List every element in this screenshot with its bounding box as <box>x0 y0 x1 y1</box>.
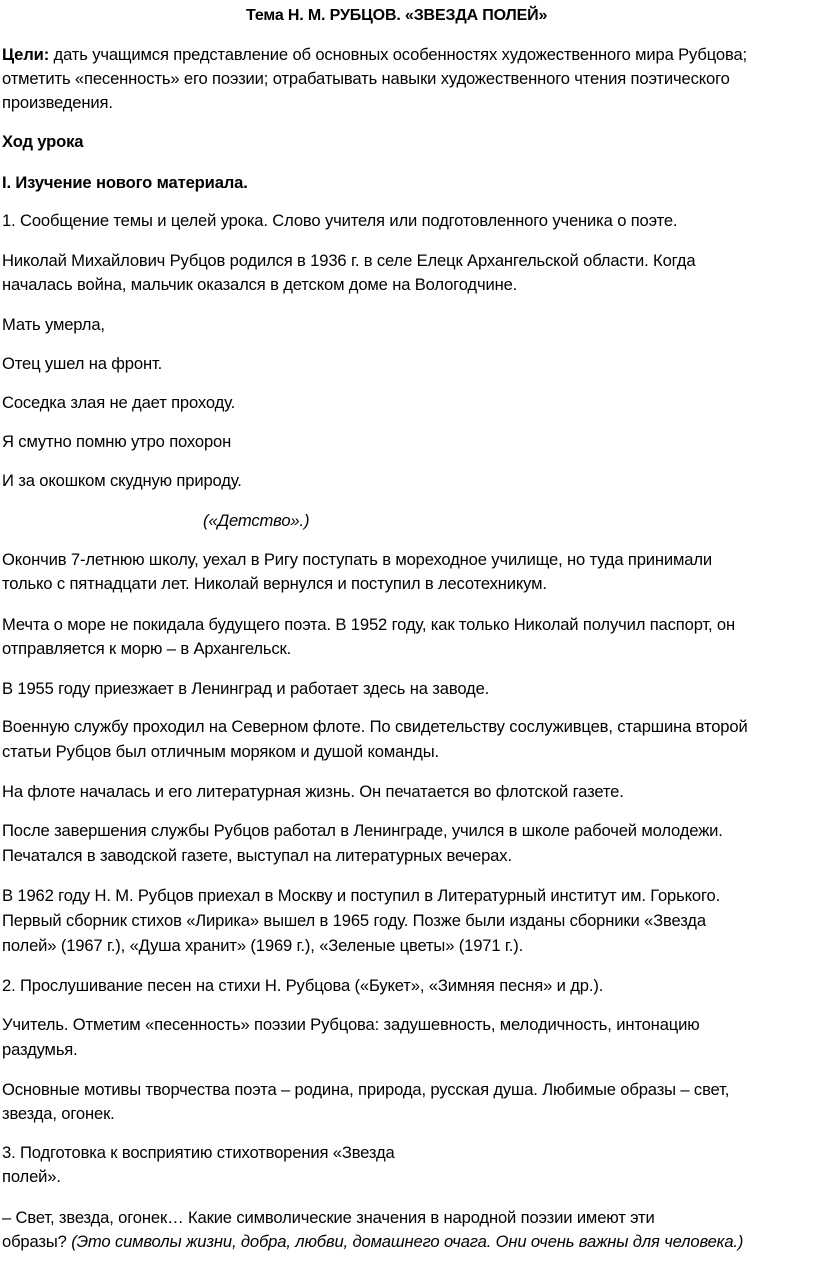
paragraph-14-plain: образы? <box>2 1232 72 1251</box>
paragraph-12-line-1: Основные мотивы творчества поэта – родина, природа, русская душа. Любимые образы – свет, <box>2 1080 730 1099</box>
paragraph-3-line-2: только с пятнадцати лет. Николай вернулся и поступил в лесотехникум. <box>2 574 547 593</box>
paragraph-6-line-2: статьи Рубцов был отличным моряком и душой команды. <box>2 742 439 761</box>
goals-line-2: отметить «песенность» его поэзии; отрабатывать навыки художественного чтения поэтического <box>2 69 730 88</box>
paragraph-2-line-1: Николай Михайлович Рубцов родился в 1936 г. в селе Елецк Архангельской области. Когда <box>2 251 696 270</box>
paragraph-1: 1. Сообщение темы и целей урока. Слово учителя или подготовленного ученика о поэте. <box>2 211 678 230</box>
paragraph-3-line-1: Окончив 7-летнюю школу, уехал в Ригу поступать в мореходное училище, но туда принимали <box>2 550 713 569</box>
paragraph-8-line-2: Печатался в заводской газете, выступал на литературных вечерах. <box>2 846 512 865</box>
poem-line-2: Отец ушел на фронт. <box>2 354 163 373</box>
paragraph-14-italic: (Это символы жизни, добра, любви, домашнего очага. Они очень важны для человека.) <box>71 1232 744 1251</box>
poem-line-1: Мать умерла, <box>2 315 105 334</box>
paragraph-9-line-3: полей» (1967 г.), «Душа хранит» (1969 г.), «Зеленые цветы» (1971 г.). <box>2 936 524 955</box>
paragraph-4-line-1: Мечта о море не покидала будущего поэта. В 1952 году, как только Николай получил паспорт, он <box>2 615 736 634</box>
poem-line-4: Я смутно помню утро похорон <box>2 432 232 451</box>
goals-label: Цели: <box>2 45 50 64</box>
paragraph-4-line-2: отправляется к морю – в Архангельск. <box>2 639 292 658</box>
paragraph-7: На флоте началась и его литературная жизнь. Он печатается во флотской газете. <box>2 782 624 801</box>
goals-line-1 <box>2 44 747 66</box>
poem-source: («Детство».) <box>203 511 310 530</box>
paragraph-13-line-1: 3. Подготовка к восприятию стихотворения «Звезда <box>2 1143 395 1162</box>
paragraph-9-line-2: Первый сборник стихов «Лирика» вышел в 1965 году. Позже были изданы сборники «Звезда <box>2 911 706 930</box>
paragraph-14-line-1: – Свет, звезда, огонек… Какие символические значения в народной поэзии имеют эти <box>2 1208 655 1227</box>
paragraph-6-line-1: Военную службу проходил на Северном флоте. По свидетельству сослуживцев, старшина второй <box>2 717 748 736</box>
goals-text-1: дать учащимся представление об основных особенностях художественного мира Рубцова; <box>49 45 748 64</box>
paragraph-9-line-1: В 1962 году Н. М. Рубцов приехал в Москву и поступил в Литературный институт им. Горького. <box>2 886 721 905</box>
paragraph-14-line-2 <box>2 1231 743 1253</box>
paragraph-8-line-1: После завершения службы Рубцов работал в Ленинграде, учился в школе рабочей молодежи. <box>2 821 723 840</box>
paragraph-5: В 1955 году приезжает в Ленинград и работает здесь на заводе. <box>2 679 490 698</box>
poem-line-3: Соседка злая не дает проходу. <box>2 393 236 412</box>
paragraph-2-line-2: началась война, мальчик оказался в детском доме на Вологодчине. <box>2 275 518 294</box>
poem-line-5: И за окошком скудную природу. <box>2 471 242 490</box>
paragraph-11-line-1: Учитель. Отметим «песенность» поэзии Рубцова: задушевность, мелодичность, интонацию <box>2 1015 700 1034</box>
paragraph-12-line-2: звезда, огонек. <box>2 1104 115 1123</box>
paragraph-10: 2. Прослушивание песен на стихи Н. Рубцова («Букет», «Зимняя песня» и др.). <box>2 976 604 995</box>
lesson-course-heading: Ход урока <box>2 132 84 151</box>
goals-line-3: произведения. <box>2 93 113 112</box>
paragraph-11-line-2: раздумья. <box>2 1040 78 1059</box>
paragraph-13-line-2: полей». <box>2 1167 61 1186</box>
section-heading: I. Изучение нового материала. <box>2 173 248 192</box>
page-title: Тема Н. М. РУБЦОВ. «ЗВЕЗДА ПОЛЕЙ» <box>246 7 548 24</box>
